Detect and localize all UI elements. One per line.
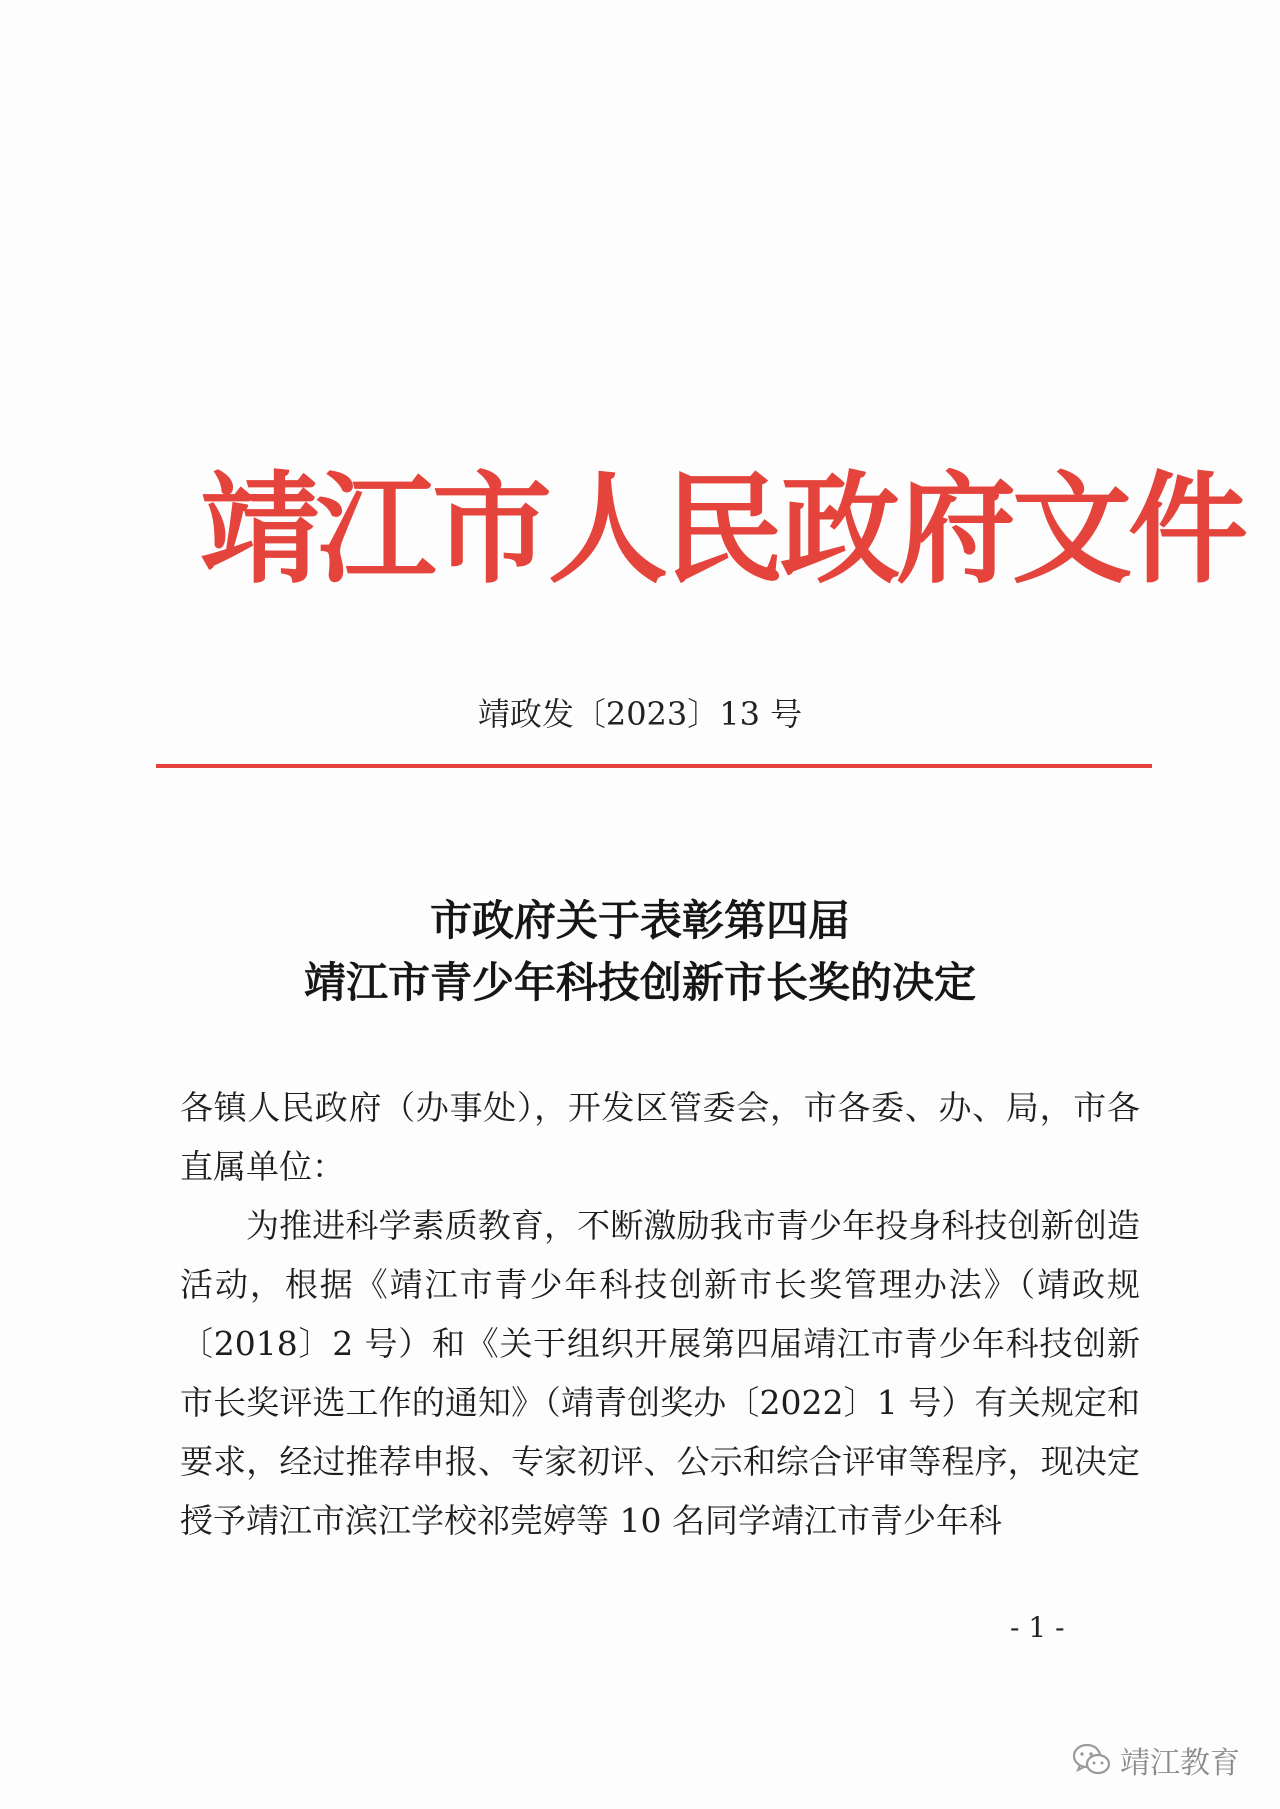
wechat-icon (1072, 1743, 1112, 1777)
issuer-title: 靖江市人民政府文件 (200, 459, 1244, 600)
addressee-paragraph: 各镇人民政府（办事处），开发区管委会，市各委、办、局，市各直属单位： (180, 1088, 1140, 1186)
watermark-text: 靖江教育 (1120, 1746, 1240, 1781)
document-number: 靖政发〔2023〕13 号 (477, 695, 803, 733)
red-divider (156, 764, 1152, 768)
document-title-line-2: 靖江市青少年科技创新市长奖的决定 (303, 958, 976, 1007)
document-title (0, 890, 1280, 1014)
page-number: - 1 - (1010, 1611, 1065, 1644)
document-title-line-1: 市政府关于表彰第四届 (429, 896, 850, 945)
account-watermark (1072, 1738, 1240, 1782)
document-body (180, 1078, 1140, 1550)
body-paragraph: 为推进科学素质教育，不断激励我市青少年投身科技创新创造活动，根据《靖江市青少年科技创新市长奖管理办法》（靖政规〔2018〕2 号）和《关于组织开展第四届靖江市青少年科技创新市长奖评选工作的通知》（靖青创奖办〔2022〕1 号）有关规定和要求，经过推荐申报、专家初评、公示和综合评审等程序，现决定授予靖江市滨江学校祁莞婷等 10 名同学靖江市青少年科 (180, 1206, 1140, 1540)
